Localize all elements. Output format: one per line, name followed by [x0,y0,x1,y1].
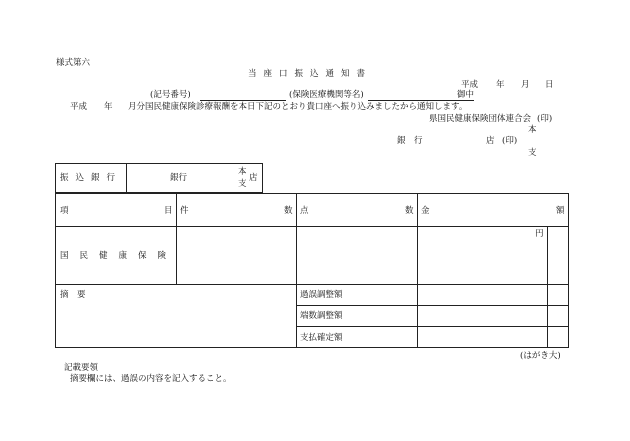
date-year: 年 [496,80,505,90]
institution-underline [368,100,474,101]
table-row-bottom [55,284,569,285]
adjust-row-3: 支払確定額 [300,333,343,343]
adjust-row-2: 端数調整額 [300,311,343,321]
bank-box-store: 店 [249,173,258,183]
note-item: 摘要欄には、過誤の内容を記入すること。 [70,374,232,384]
body-era: 平成 [70,102,88,112]
header-amount-right: 額 [556,206,565,216]
sender-seal: (印) [537,114,553,124]
table-header-bottom [55,226,569,227]
remarks-label: 摘 要 [60,290,86,300]
col-divider-3 [417,193,418,348]
main-table [55,193,569,348]
header-points-left: 点 [300,206,309,216]
header-count-right: 数 [284,206,293,216]
col-divider-yen [547,226,548,348]
sender-bank: 銀 行 [397,136,423,146]
bank-box-divider [126,163,127,193]
header-item-left: 項 [60,206,69,216]
sender-store-seal: (印) [502,136,518,146]
body-year: 年 [104,102,113,112]
row-name-kokumin: 国民健康保険 [60,251,178,261]
bank-box-bank: 銀行 [170,173,188,183]
institution-label: (保険医療機関等名) [289,90,364,100]
bank-box-hon: 本 [238,167,247,177]
page-title: 当座口振込通知書 [248,69,373,79]
date-era: 平成 [461,80,479,90]
body-sentence: 月分国民健康保険診療報酬を本日下記のとおり貴口座へ振り込みましたから通知します。 [128,102,468,112]
header-amount-left: 金 [421,206,430,216]
size-note: (はがき大) [520,351,561,361]
date-month: 月 [521,80,530,90]
notes-title: 記載要領 [64,363,99,373]
form-label: 様式第六 [56,58,91,68]
yen-unit: 円 [535,229,544,239]
sender-shi: 支 [528,148,537,158]
adjust-line-2 [296,326,569,327]
date-day: 日 [545,80,554,90]
bank-box-shi: 支 [238,179,247,189]
adjust-line-1 [296,305,569,306]
header-count-left: 件 [180,206,189,216]
sender-name: 県国民健康保険団体連合会 [429,114,532,124]
honorific: 御中 [457,90,475,100]
col-divider-1 [176,193,177,284]
sender-hon: 本 [528,125,537,135]
bank-box-label: 振込銀行 [60,173,123,183]
header-item-right: 目 [164,206,173,216]
code-number-underline [200,100,286,101]
code-number-label: (記号番号) [150,90,191,100]
adjust-row-1: 過誤調整額 [300,290,343,300]
sender-store: 店 [486,136,495,146]
header-points-right: 数 [405,206,414,216]
col-divider-2 [296,193,297,348]
